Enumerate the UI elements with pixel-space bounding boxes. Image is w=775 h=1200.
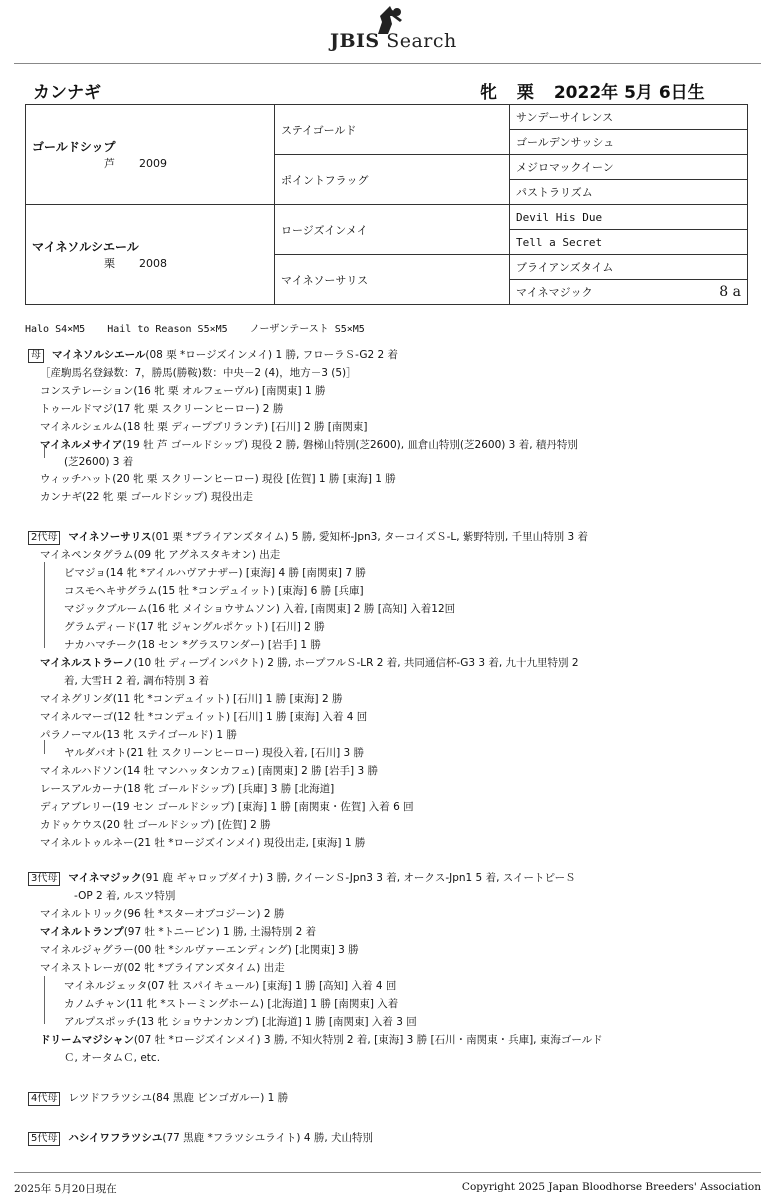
dam-detail: 栗 2008	[104, 257, 167, 270]
generation-heading	[28, 1131, 373, 1146]
inbreeding-crosses: Halo S4×M5 Hail to Reason S5×M5 ノーザンテースト S5×M5	[25, 324, 365, 335]
line-text: ヤルダバオト(21 牡 スクリーンヒーロー) 現役入着, [石川] 3 勝	[64, 747, 365, 759]
line-text: アルプスポッチ(13 牝 ショウナンカンプ) [北海道] 1 勝 [南関東] 入着 3 回	[64, 1016, 417, 1028]
family-line	[64, 1051, 160, 1065]
horse-name: カンナギ	[33, 83, 101, 103]
line-text: トゥールドマジ(17 牝 栗 スクリーンヒーロー) 2 勝	[40, 403, 284, 415]
line-text: (77 黒鹿 *フラツシユライト) 4 勝, 犬山特別	[162, 1132, 374, 1144]
family-line	[40, 907, 284, 921]
line-text: マイネグリンダ(11 牝 *コンデュイット) [石川] 1 勝 [東海] 2 勝	[40, 693, 343, 705]
line-text: ディアブレリー(19 セン ゴールドシップ) [東海] 1 勝 [南関東・佐賀] 入着 6 回	[40, 801, 414, 813]
line-text: (97 牡 *トニービン) 1 勝, 土湯特別 2 着	[123, 926, 317, 938]
pedigree-sss: サンデーサイレンス	[510, 105, 748, 130]
family-line	[40, 818, 271, 832]
horse-sex: 牝	[480, 83, 497, 103]
family-line	[40, 728, 237, 742]
family-line	[40, 472, 396, 486]
line-text: マジックブルーム(16 牝 メイショウサムソン) 入着, [南関東] 2 勝 [高知] 入着12回	[64, 603, 456, 615]
line-text: マイネルシェルム(18 牡 栗 ディープブリランテ) [石川] 2 勝 [南関東]	[40, 421, 368, 433]
jbis-logo	[0, 0, 775, 62]
generation-heading	[28, 871, 576, 886]
line-text: Ｃ, オータムＣ, etc.	[64, 1052, 161, 1064]
footer-divider	[14, 1172, 761, 1173]
line-text: レースアルカーナ(18 牝 ゴールドシップ) [兵庫] 3 勝 [北海道]	[40, 783, 335, 795]
line-text: マイネルジャグラー(00 牡 *シルヴァーエンディング) [北関東] 3 勝	[40, 944, 359, 956]
notable-horse-name: マイネルトランプ	[40, 926, 124, 938]
line-text: (10 牡 ディープインパクト) 2 勝, ホープフルＳ-LR 2 着, 共同通信杯-G3 3 着, 九十九里特別 2	[133, 657, 579, 669]
family-line	[40, 366, 357, 380]
line-text: ナカハマチーク(18 セン *グラスワンダー) [岩手] 1 勝	[64, 639, 321, 651]
family-line	[64, 620, 325, 634]
family-number: 8 a	[719, 284, 741, 300]
connector-bar	[44, 976, 45, 1024]
family-line	[40, 548, 280, 562]
notable-horse-name: マイネルストラーノ	[40, 657, 134, 669]
line-text: (芝2600) 3 着	[64, 456, 134, 468]
notable-horse-name: ドリームマジシャン	[40, 1034, 134, 1046]
dam-dam: マイネソーサリス	[275, 255, 510, 305]
family-line	[64, 997, 398, 1011]
notable-horse-name: ハシイワフラツシユ	[68, 1132, 163, 1144]
pedigree-ddd: マイネマジック 8 a	[510, 280, 748, 305]
notable-horse-name: マイネソーサリス	[68, 531, 152, 543]
connector-bar	[44, 740, 45, 754]
family-line	[40, 764, 378, 778]
generation-heading	[28, 530, 588, 545]
generation-tag: 4代母	[28, 1092, 60, 1106]
logo-text: JBIS Search	[330, 30, 457, 52]
line-text: カノムチャン(11 牝 *ストーミングホーム) [北海道] 1 勝 [南関東] 入着	[64, 998, 399, 1010]
notable-horse-name: マイネマジック	[68, 872, 142, 884]
line-text: マイネルトリック(96 牡 *スターオブコジーン) 2 勝	[40, 908, 285, 920]
family-line	[64, 638, 321, 652]
family-line	[40, 943, 359, 957]
family-line	[40, 710, 367, 724]
sire-detail: 芦 2009	[104, 157, 167, 170]
family-line	[40, 420, 368, 434]
copyright: Copyright 2025 Japan Bloodhorse Breeders' Association	[461, 1181, 761, 1193]
line-text: パラノーマル(13 牝 ステイゴールド) 1 勝	[40, 729, 237, 741]
horse-birth: 2022年 5月 6日生	[553, 83, 705, 103]
line-text: レツドフラツシユ(84 黒鹿 ビンゴガルー) 1 勝	[68, 1092, 289, 1104]
pedigree-table	[25, 104, 748, 305]
family-line	[74, 889, 175, 903]
notable-horse-name: マイネソルシエール	[52, 349, 146, 361]
line-text: マイネストレーガ(02 牝 *ブライアンズタイム) 出走	[40, 962, 285, 974]
pedigree-sds: メジロマックイーン	[510, 155, 748, 180]
line-text: マイネルジェッタ(07 牡 スパイキュール) [東海] 1 勝 [高知] 入着 4 回	[64, 980, 397, 992]
pedigree-ssd: ゴールデンサッシュ	[510, 130, 748, 155]
line-text: (08 栗 *ロージズインメイ) 1 勝, フローラＳ-G2 2 着	[145, 349, 399, 361]
sire-dam: ポイントフラッグ	[275, 155, 510, 205]
connector-bar	[44, 562, 45, 648]
family-line	[40, 925, 316, 939]
line-text: 着, 大雪Ｈ 2 着, 調布特別 3 着	[64, 675, 210, 687]
line-text: カンナギ(22 牝 栗 ゴールドシップ) 現役出走	[40, 491, 253, 503]
family-line	[64, 455, 133, 469]
line-text: グラムディード(17 牝 ジャングルポケット) [石川] 2 勝	[64, 621, 325, 633]
line-text: -OP 2 着, ルスツ特別	[74, 890, 176, 902]
family-line	[40, 490, 253, 504]
family-line	[64, 1015, 417, 1029]
line-text: (91 鹿 ギャロップダイナ) 3 勝, クイーンＳ-Jpn3 3 着, オークス-Jpn1 5 着, スイートピーＳ	[141, 872, 576, 884]
line-text: マイネルトゥルネー(21 牡 *ロージズインメイ) 現役出走, [東海] 1 勝	[40, 837, 366, 849]
pedigree-dsd: Tell a Secret	[510, 230, 748, 255]
generation-tag: 3代母	[28, 872, 60, 886]
family-line	[40, 438, 578, 452]
dam-name: マイネソルシエール	[32, 240, 139, 254]
family-line	[40, 961, 285, 975]
family-line	[64, 674, 209, 688]
family-line	[64, 584, 364, 598]
dam-cell	[26, 205, 275, 305]
family-line	[64, 602, 455, 616]
sire-sire: ステイゴールド	[275, 105, 510, 155]
family-line	[40, 782, 334, 796]
line-text: (07 牡 *ロージズインメイ) 3 勝, 不知火特別 2 着, [東海] 3 勝 [石川・南関東・兵庫], 東海ゴールド	[133, 1034, 603, 1046]
pedigree-dss: Devil His Due	[510, 205, 748, 230]
line-text: コスモヘキサグラム(15 牡 *コンデュイット) [東海] 6 勝 [兵庫]	[64, 585, 364, 597]
sire-cell	[26, 105, 275, 205]
family-line	[40, 384, 325, 398]
generation-tag: 2代母	[28, 531, 60, 545]
notable-horse-name: マイネルメサイア	[40, 439, 123, 451]
line-text: (01 栗 *ブライアンズタイム) 5 勝, 愛知杯-Jpn3, ターコイズＳ-L, 紫野特別, 千里山特別 3 着	[151, 531, 588, 543]
pedigree-dds: ブライアンズタイム	[510, 255, 748, 280]
horse-info	[480, 78, 719, 103]
dam-sire: ロージズインメイ	[275, 205, 510, 255]
family-line	[64, 979, 396, 993]
family-line	[40, 836, 365, 850]
line-text: マイネルハドソン(14 牡 マンハッタンカフェ) [南関東] 2 勝 [岩手] 3 勝	[40, 765, 378, 777]
family-line	[40, 800, 414, 814]
pedigree-sdd: パストラリズム	[510, 180, 748, 205]
line-text: マイネルマーゴ(12 牡 *コンデュイット) [石川] 1 勝 [東海] 入着 4 回	[40, 711, 368, 723]
as-of-date: 2025年 5月20日現在	[14, 1183, 117, 1195]
family-line	[40, 656, 579, 670]
line-text: ビマジョ(14 牝 *アイルハヴアナザー) [東海] 4 勝 [南関東] 7 勝	[64, 567, 366, 579]
generation-tag: 5代母	[28, 1132, 60, 1146]
line-text: カドゥケウス(20 牡 ゴールドシップ) [佐賀] 2 勝	[40, 819, 271, 831]
generation-tag: 母	[28, 349, 44, 363]
horse-color: 栗	[516, 83, 534, 103]
line-text: マイネペンタグラム(09 牝 アグネスタキオン) 出走	[40, 549, 281, 561]
family-line	[40, 1033, 603, 1047]
family-line	[64, 566, 366, 580]
family-line	[64, 746, 364, 760]
line-text: ［産駒馬名登録数：7，勝馬(勝鞍)数：中央－2 (4)，地方－3 (5)］	[40, 367, 357, 379]
line-text: (19 牡 芦 ゴールドシップ) 現役 2 勝, 磐梯山特別(芝2600), 皿倉山特別(芝2600) 3 着, 積丹特別	[122, 439, 578, 451]
line-text: コンステレーション(16 牝 栗 オルフェーヴル) [南関東] 1 勝	[40, 385, 326, 397]
generation-heading	[28, 1091, 288, 1106]
header-divider	[14, 63, 761, 64]
line-text: ウィッチハット(20 牝 栗 スクリーンヒーロー) 現役 [佐賀] 1 勝 [東海] 1 勝	[40, 473, 396, 485]
sire-name: ゴールドシップ	[32, 140, 116, 154]
family-line	[40, 692, 343, 706]
family-line	[40, 402, 283, 416]
connector-bar	[44, 446, 45, 458]
generation-heading	[28, 348, 398, 363]
